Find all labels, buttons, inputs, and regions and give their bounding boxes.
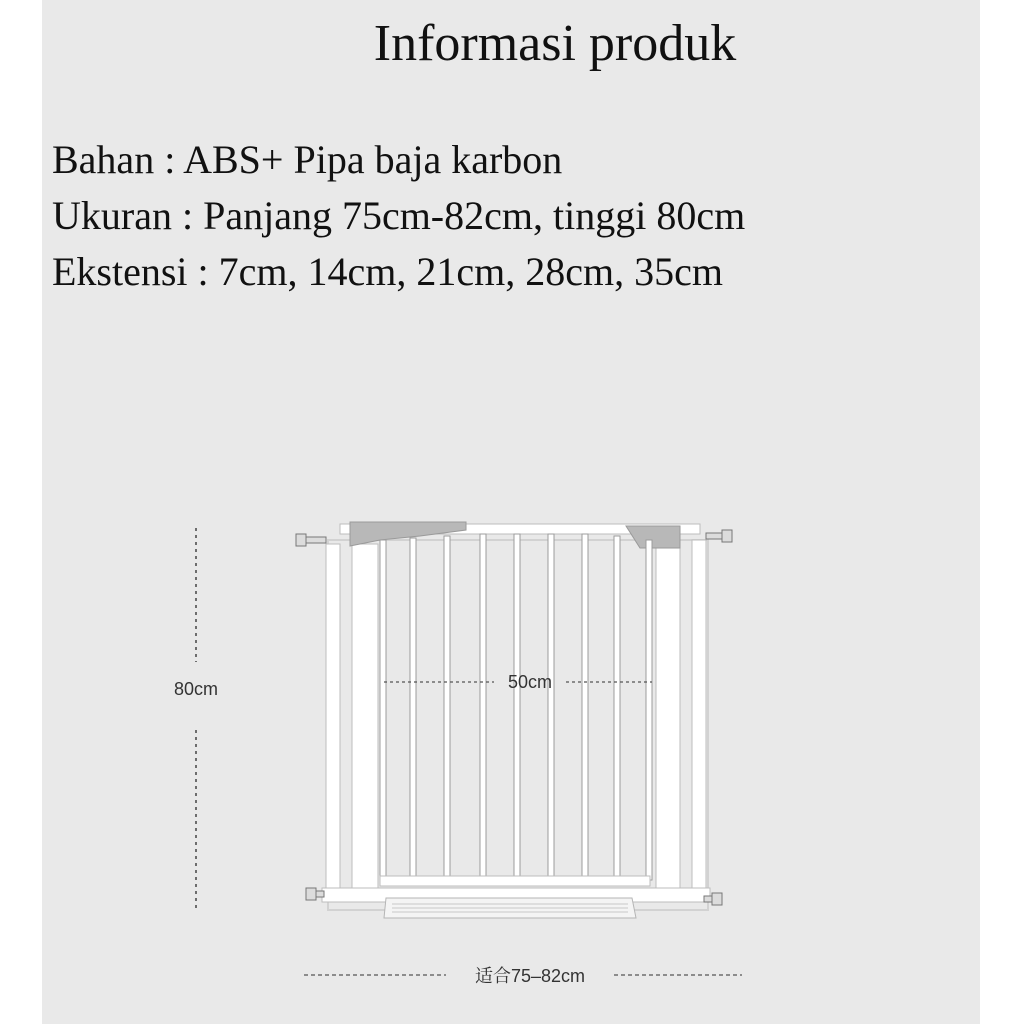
spec-size: Ukuran : Panjang 75cm-82cm, tinggi 80cm <box>52 193 746 238</box>
left-door-post <box>352 544 378 894</box>
right-door-post <box>656 540 680 895</box>
width-dimension-label: 50cm <box>507 672 553 692</box>
spec-material: Bahan : ABS+ Pipa baja karbon <box>52 137 563 182</box>
door-bottom-rail <box>380 876 650 886</box>
spec-extension: Ekstensi : 7cm, 14cm, 21cm, 28cm, 35cm <box>52 249 723 294</box>
height-dimension-label: 80cm <box>173 679 219 699</box>
left-outer-post <box>326 544 340 894</box>
right-latch-corner <box>626 526 680 548</box>
fit-range-label: 适合75–82cm <box>474 966 586 986</box>
right-outer-post <box>692 540 706 900</box>
page-title: Informasi produk <box>373 15 737 72</box>
gate-bars <box>380 534 652 880</box>
